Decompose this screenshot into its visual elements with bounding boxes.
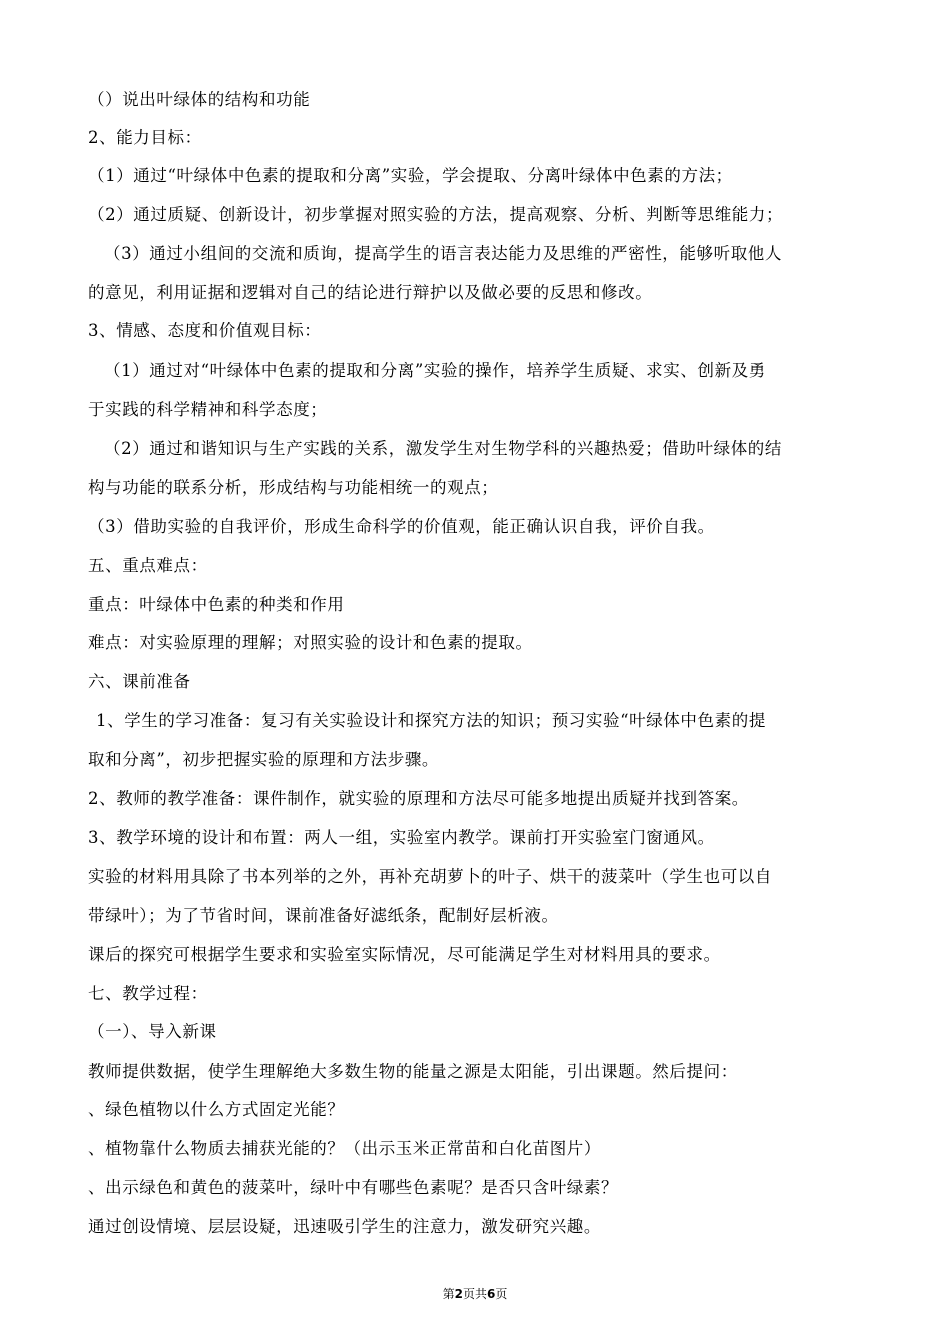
footer-middle: 页共 bbox=[462, 1287, 487, 1301]
text-line: （3）借助实验的自我评价，形成生命科学的价值观，能正确认识自我，评价自我。 bbox=[88, 517, 715, 536]
text-line: 重点：叶绿体中色素的种类和作用 bbox=[88, 595, 345, 614]
text-line: 课后的探究可根据学生要求和实验室实际情况，尽可能满足学生对材料用具的要求。 bbox=[88, 945, 721, 964]
footer-prefix: 第 bbox=[442, 1287, 455, 1301]
text-line: 教师提供数据，使学生理解绝大多数生物的能量之源是太阳能，引出课题。然后提问： bbox=[88, 1062, 738, 1081]
text-line: 六、课前准备 bbox=[88, 672, 191, 691]
text-line: 2、教师的教学准备：课件制作，就实验的原理和方法尽可能多地提出质疑并找到答案。 bbox=[88, 789, 749, 808]
page-footer bbox=[0, 1286, 950, 1302]
text-line: （2）通过和谐知识与生产实践的关系，激发学生对生物学科的兴趣热爱；借助叶绿体的结 bbox=[104, 439, 782, 458]
text-line: （1）通过对“叶绿体中色素的提取和分离”实验的操作，培养学生质疑、求实、创新及勇 bbox=[104, 361, 766, 380]
text-line: 难点：对实验原理的理解；对照实验的设计和色素的提取。 bbox=[88, 633, 533, 652]
text-line: 3、情感、态度和价值观目标： bbox=[88, 321, 322, 340]
text-line: 、植物靠什么物质去捕获光能的？（出示玉米正常苗和白化苗图片） bbox=[88, 1139, 601, 1158]
text-line: 七、教学过程： bbox=[88, 984, 208, 1003]
text-line: （3）通过小组间的交流和质询，提高学生的语言表达能力及思维的严密性，能够听取他人 bbox=[104, 244, 782, 263]
text-line: 取和分离”，初步把握实验的原理和方法步骤。 bbox=[88, 750, 440, 769]
text-line: （一）、导入新课 bbox=[88, 1022, 217, 1041]
footer-page-number: 2 bbox=[454, 1287, 463, 1301]
text-line: 五、重点难点： bbox=[88, 556, 208, 575]
text-line: 于实践的科学精神和科学态度； bbox=[88, 400, 328, 419]
text-line: （1）通过“叶绿体中色素的提取和分离”实验，学会提取、分离叶绿体中色素的方法； bbox=[88, 166, 733, 185]
text-line: 、出示绿色和黄色的菠菜叶，绿叶中有哪些色素呢？是否只含叶绿素？ bbox=[88, 1178, 619, 1197]
text-line: 实验的材料用具除了书本列举的之外，再补充胡萝卜的叶子、烘干的菠菜叶（学生也可以自 bbox=[88, 867, 772, 886]
text-line: 的意见，利用证据和逻辑对自己的结论进行辩护以及做必要的反思和修改。 bbox=[88, 283, 653, 302]
text-line: 构与功能的联系分析，形成结构与功能相统一的观点； bbox=[88, 478, 499, 497]
footer-total-pages: 6 bbox=[487, 1287, 496, 1301]
text-line: 、绿色植物以什么方式固定光能？ bbox=[88, 1100, 345, 1119]
text-line: 通过创设情境、层层设疑，迅速吸引学生的注意力，激发研究兴趣。 bbox=[88, 1217, 601, 1236]
text-line: 1、学生的学习准备：复习有关实验设计和探究方法的知识；预习实验“叶绿体中色素的提 bbox=[96, 711, 766, 730]
footer-suffix: 页 bbox=[495, 1287, 508, 1301]
text-line: 3、教学环境的设计和布置：两人一组，实验室内教学。课前打开实验室门窗通风。 bbox=[88, 828, 715, 847]
text-line: （2）通过质疑、创新设计，初步掌握对照实验的方法，提高观察、分析、判断等思维能力； bbox=[88, 205, 784, 224]
text-line: （）说出叶绿体的结构和功能 bbox=[88, 90, 311, 109]
text-line: 带绿叶）；为了节省时间，课前准备好滤纸条，配制好层析液。 bbox=[88, 906, 559, 925]
text-line: 2、能力目标： bbox=[88, 128, 202, 147]
